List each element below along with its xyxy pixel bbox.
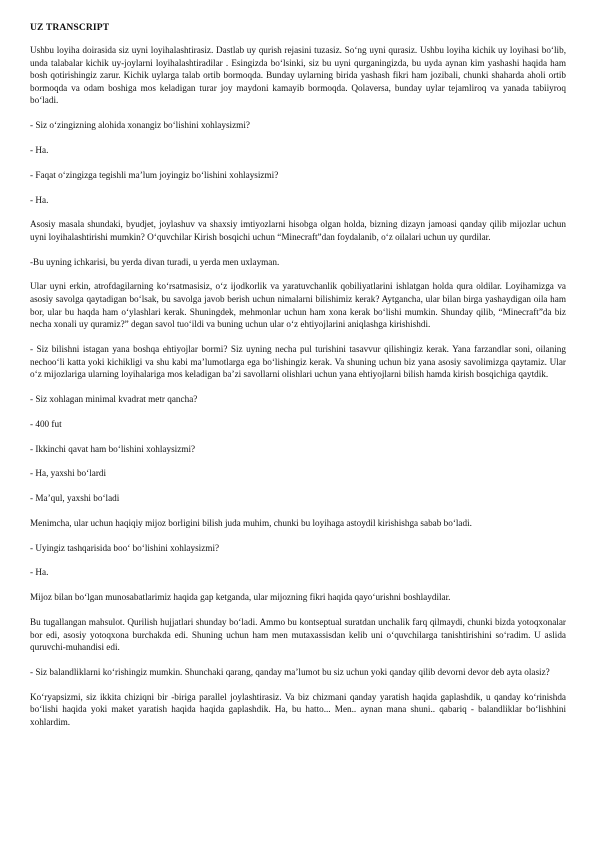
- paragraph: - Siz balandliklarni ko‘rishingiz mumkin. Shunchaki qarang, qanday ma’lumot bu siz uchun yoki qanday qilib devorni devor deb ayta olasiz?: [30, 666, 550, 677]
- dialogue-line: - Siz o‘zingizning alohida xonangiz bo‘lishini xohlaysizmi?: [30, 120, 250, 131]
- page-title: UZ TRANSCRIPT: [30, 22, 110, 33]
- dialogue-line: - Uyingiz tashqarisida boo‘ bo‘lishini xohlaysizmi?: [30, 542, 220, 553]
- dialogue-line: -Bu uyning ichkarisi, bu yerda divan turadi, u yerda men uxlayman.: [30, 256, 280, 267]
- dialogue-line: - Ha.: [30, 144, 49, 155]
- paragraph: Mijoz bilan bo‘lgan munosabatlarimiz haqida gap ketganda, ular mijozning fikri haqida qayo‘urishni boshlaydilar.: [30, 592, 451, 603]
- paragraph: Ko‘ryapsizmi, siz ikkita chiziqni bir -biriga parallel joylashtirasiz. Va biz chizmani qanday yaratish haqida gaplashdik, u qanday ko‘rinishda bo‘lishi haqida yoki maket yaratish haqida haqida gaplashdik. Ha, bu hatto... Men.. aynan mana shuni.. qabariq - balandliklar bo‘lishhini xohlardim.: [30, 691, 566, 727]
- paragraph: Ular uyni erkin, atrofdagilarning ko‘rsatmasisiz, o‘z ijodkorlik va yaratuvchanlik qobiliyatlarini ishlatgan holda qura oldilar. Loyihamizga va asosiy savolga qaytadigan bo‘lsak, bu savolga javob berish uchun nimalarni bilishimiz kerak? Aytgancha, ular bilan birga yashaydigan oila ham bor, ular bu haqda ham o‘ylashlari kerak. Shuningdek, mehmonlar uchun ham xona kerak bo‘lishi mumkin. Shunday qilib, “Minecraft”da biz necha xonali uy quramiz?” degan savol tuo‘ildi va buning uchun ular o‘z ehtiyojlarini aniqlashga kirishishdi.: [30, 281, 566, 330]
- paragraph: - Siz bilishni istagan yana boshqa ehtiyojlar bormi? Siz uyning necha pul turishini tasavvur qilishingiz kerak. Yana farzandlar soni, oilaning nechoo‘li katta yoki kichikligi va shu kabi ma’lumotlarga ega bo‘lishingiz kerak. Va shuning uchun biz yana asosiy savolimizga qaytamiz. Ular o‘z mijozlariga ularning loyihalariga mos keladigan ba’zi savollarni olishlari uchun yana ehtiyojlarni bilish hamda kirish bosqichiga qaytdik.: [30, 344, 566, 380]
- dialogue-line: - Ikkinchi qavat ham bo‘lishini xohlaysizmi?: [30, 443, 196, 454]
- paragraph-intro: Ushbu loyiha doirasida siz uyni loyihalashtirasiz. Dastlab uy qurish rejasini tuzasiz. So‘ng uyni qurasiz. Ushbu loyiha kichik uy loyihasi bo‘lib, unda talabalar kichik uy-joylarni loyihalashtiradilar . Esingizda bo‘lsinki, siz bu uyni qurganingizda, bu uyda aynan kim yashashi haqida ham bosh qotirishingiz zarur. Kichik uylarga talab ortib bormoqda. Bunday uylarning birida yashash fikri ham jozibali, chunki shaharda aholi ortib bormoqda va odam boshiga mos keladigan turar joy maydoni kamayib bormoqda. Qolaversa, bunday uylar tejamliroq va yanada tabiiyroq bo‘ladi.: [30, 45, 566, 106]
- dialogue-line: - 400 fut: [30, 418, 62, 429]
- paragraph: Menimcha, ular uchun haqiqiy mijoz borligini bilish juda muhim, chunki bu loyihaga astoydil kirishishga sabab bo‘ladi.: [30, 517, 472, 528]
- transcript-body: [30, 44, 566, 729]
- dialogue-line: - Siz xohlagan minimal kvadrat metr qancha?: [30, 393, 198, 404]
- dialogue-line: - Faqat o‘zingizga tegishli ma’lum joyingiz bo‘lishini xohlaysizmi?: [30, 169, 279, 180]
- dialogue-line: - Ha, yaxshi bo‘lardi: [30, 468, 107, 479]
- dialogue-line: - Ha.: [30, 567, 49, 578]
- dialogue-line: - Ma’qul, yaxshi bo‘ladi: [30, 493, 120, 504]
- paragraph: Asosiy masala shundaki, byudjet, joylashuv va shaxsiy imtiyozlarni hisobga olgan holda, bizning dizayn jamoasi qanday qilib mijozlar uchun uyni loyihalashtirishi mumkin? O‘quvchilar Kirish bosqichi uchun “Minecraft”dan foydalanib, o‘z oilalari uchun uy qurdilar.: [30, 219, 566, 242]
- paragraph: Bu tugallangan mahsulot. Qurilish hujjatlari shunday bo‘ladi. Ammo bu kontseptual suratdan unchalik farq qilmaydi, chunki bizda yotoqxonalar bor edi, asosiy yotoqxona burchakda edi. Shuning uchun ham men mutaxassisdan kelib uni o‘quvchilarga tanishtirishini so‘radim. U aslida quruvchi-muhandisi edi.: [30, 617, 566, 653]
- dialogue-line: - Ha.: [30, 194, 49, 205]
